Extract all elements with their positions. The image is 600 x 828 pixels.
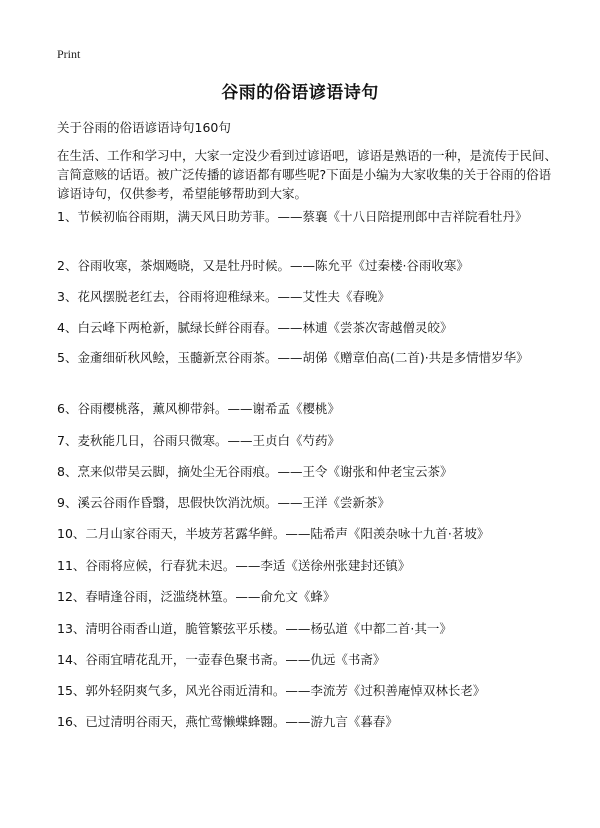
page-title: 谷雨的俗语谚语诗句 [221,83,379,103]
poem-item: 5、金齑细斫秋风鲙，玉髓新烹谷雨茶。——胡俤《赠章伯高(二首)·共是多情惜岁华》 [57,350,529,365]
poem-item: 6、谷雨樱桃落，薰风柳带斜。——谢希孟《樱桃》 [57,401,340,416]
print-label: Print [57,47,81,61]
poem-item: 3、花风摆脱老红去，谷雨将迎稚绿来。——艾性夫《春晚》 [57,289,390,304]
poem-item: 2、谷雨收寒，茶烟飏晓，又是牡丹时候。——陈允平《过秦楼·谷雨收寒》 [57,258,469,273]
poem-item: 1、节候初临谷雨期，满天风日助芳菲。——蔡襄《十八日陪提刑郎中吉祥院看牡丹》 [57,209,528,224]
poem-item: 4、白云峰下两枪新，腻绿长鲜谷雨春。——林逋《尝茶次寄越僧灵皎》 [57,320,453,335]
poem-item: 10、二月山家谷雨天，半坡芳茗露华鲜。——陆希声《阳羡杂咏十九首·茗坡》 [57,526,490,541]
poem-item: 8、烹来似带吴云脚，摘处尘无谷雨痕。——王令《谢张和仲老宝云茶》 [57,464,453,479]
poem-item: 7、麦秋能几日，谷雨只微寒。——王贞白《芍药》 [57,433,340,448]
poem-item: 14、谷雨宜晴花乱开，一壶春色聚书斋。——仇远《书斋》 [57,652,386,667]
subtitle: 关于谷雨的俗语谚语诗句160句 [57,120,231,135]
intro-paragraph: 在生活、工作和学习中，大家一定没少看到过谚语吧，谚语是熟语的一种，是流传于民间、言简意赅的话语。被广泛传播的谚语都有哪些呢?下面是小编为大家收集的关于谷雨的俗语谚语诗句，仅供参考，希望能够帮助到大家。 [57,148,558,201]
poem-item: 13、清明谷雨香山道，脆管繁弦平乐楼。——杨弘道《中都二首·其一》 [57,621,452,636]
poem-item: 12、春晴逢谷雨，泛滥绕林篁。——俞允文《蜂》 [57,589,336,604]
poem-item: 9、溪云谷雨作昏翳，思假快饮消沈烦。——王洋《尝新茶》 [57,495,390,510]
poem-item: 15、郭外轻阴爽气多，风光谷雨近清和。——李流芳《过积善庵悼双林长老》 [57,683,486,698]
poem-item: 11、谷雨将应候，行春犹未迟。——李适《送徐州张建封还镇》 [57,558,411,573]
poem-item: 16、已过清明谷雨天，燕忙莺懒蝶蜂翾。——游九言《暮春》 [57,714,398,729]
